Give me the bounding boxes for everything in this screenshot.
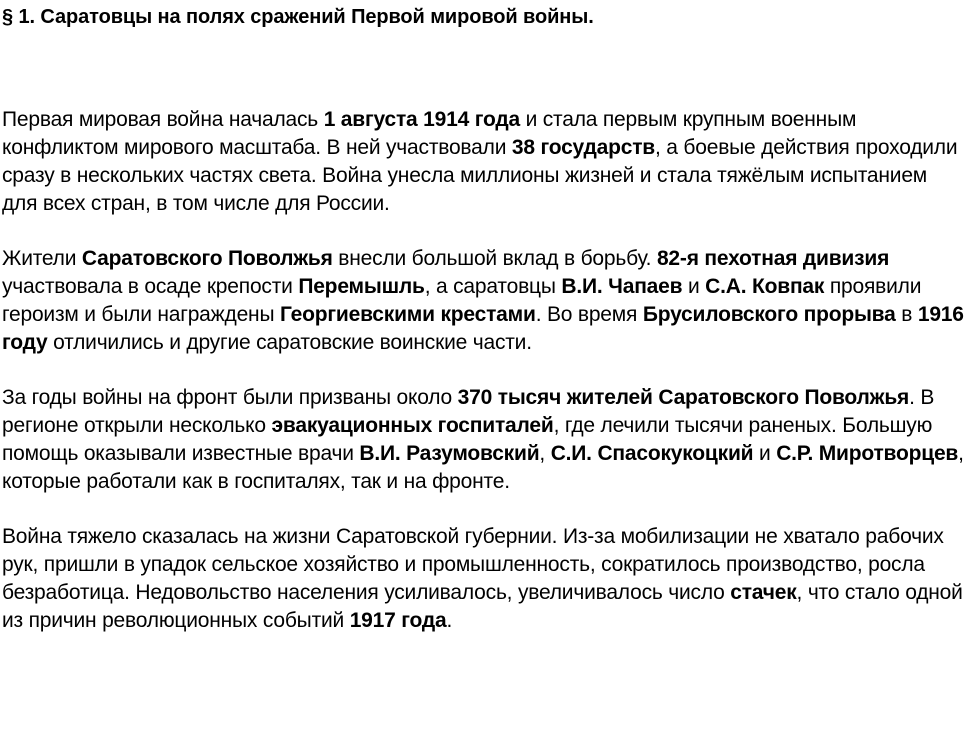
paragraph-text: Первая мировая война началась [2, 108, 324, 131]
emphasis-text: В.И. Разумовский [359, 442, 540, 465]
paragraph-text: отличились и другие саратовские воинские части. [47, 331, 532, 354]
emphasis-text: В.И. Чапаев [561, 275, 683, 298]
paragraph-text: внесли большой вклад в борьбу. [332, 247, 657, 270]
paragraph-text: , где лечили тысячи раненых. Большую помощь оказывали известные врачи [2, 414, 933, 465]
emphasis-text: эвакуационных госпиталей [271, 414, 554, 437]
emphasis-text: 82-я пехотная дивизия [656, 247, 890, 270]
paragraph-text: проявили героизм и были награждены [2, 275, 922, 326]
paragraph-text: , которые работали как в госпиталях, так и на фронте. [2, 442, 964, 493]
emphasis-text: Саратовского Поволжья [81, 247, 333, 270]
emphasis-text: 38 государств [511, 136, 656, 159]
emphasis-text: 1 августа 1914 года [323, 108, 520, 131]
paragraph-text: Война тяжело сказалась на жизни Саратовской губернии. Из-за мобилизации не хватало рабочих рук, пришли в упадок сельское хозяйство и промышленность, сократилось производство, росла безработица. Недовольство населения усиливалось, увеличивалось число [2, 525, 944, 604]
emphasis-text: Георгиевскими крестами [279, 303, 536, 326]
section-heading: § 1. Саратовцы на полях сражений Первой мировой войны. [2, 6, 594, 28]
document-body [2, 106, 966, 662]
paragraph-text: участвовала в осаде крепости [2, 275, 299, 298]
paragraph-text: . В регионе открыли несколько [2, 386, 935, 437]
paragraph-text: , а саратовцы [424, 275, 562, 298]
paragraph-text: За годы войны на фронт были призваны около [2, 386, 458, 409]
paragraph-saratov-contribution [2, 245, 966, 357]
paragraph-text: и [753, 442, 777, 465]
paragraph-text: и стала первым крупным военным конфликтом мирового масштаба. В ней участвовали [2, 108, 857, 159]
paragraph-war-start [2, 106, 966, 218]
emphasis-text: Перемышль [298, 275, 425, 298]
paragraph-mobilization-hospitals [2, 384, 966, 496]
emphasis-text: С.А. Ковпак [705, 275, 825, 298]
emphasis-text: С.Р. Миротворцев [776, 442, 959, 465]
paragraph-text: . Во время [535, 303, 643, 326]
emphasis-text: стачек [730, 581, 797, 604]
paragraph-text: , [539, 442, 551, 465]
emphasis-text: 370 тысяч жителей Саратовского Поволжья [457, 386, 910, 409]
paragraph-text: и [682, 275, 706, 298]
paragraph-text: , а боевые действия проходили сразу в нескольких частях света. Война унесла миллионы жизней и стала тяжёлым испытанием для всех стран, в том числе для России. [2, 136, 958, 215]
paragraph-text: . [446, 609, 453, 632]
emphasis-text: 1916 году [2, 303, 964, 354]
emphasis-text: С.И. Спасокукоцкий [550, 442, 754, 465]
emphasis-text: 1917 года [349, 609, 447, 632]
paragraph-text: Жители [2, 247, 82, 270]
paragraph-war-consequences [2, 523, 966, 635]
emphasis-text: Брусиловского прорыва [642, 303, 896, 326]
paragraph-text: , что стало одной из причин революционных событий [2, 581, 963, 632]
paragraph-text: в [895, 303, 918, 326]
